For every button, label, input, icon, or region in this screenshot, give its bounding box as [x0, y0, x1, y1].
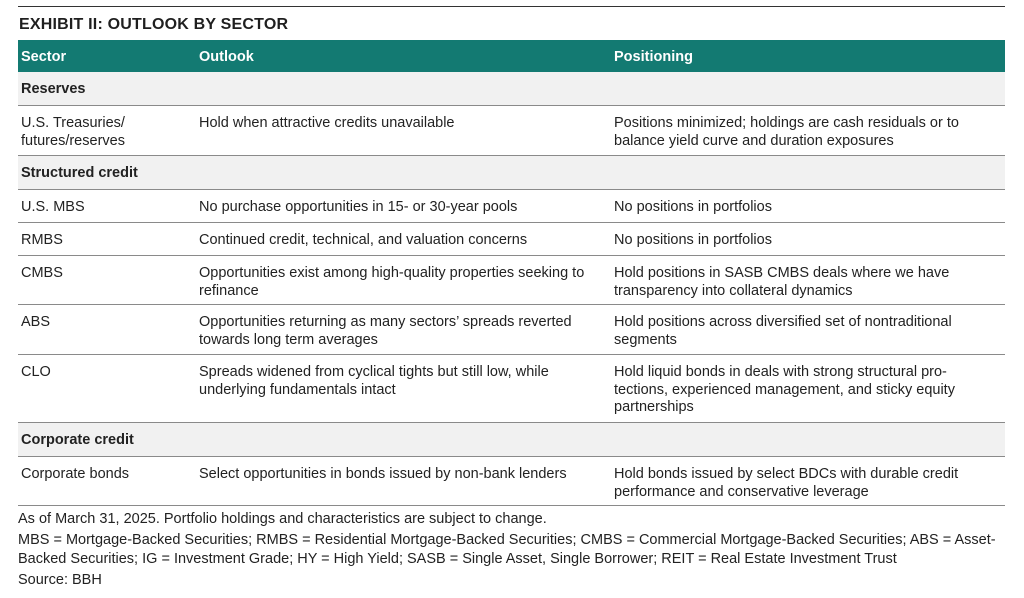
- header-outlook: Outlook: [199, 49, 254, 65]
- group-row-structured-credit: [18, 156, 1005, 190]
- sector-cell: CLO: [21, 364, 51, 380]
- group-label: Structured credit: [21, 165, 138, 181]
- positioning-cell: Hold positions in SASB CMBS deals where we have transparency into collateral dynamics: [614, 265, 950, 299]
- sector-cell: U.S. MBS: [21, 199, 85, 215]
- sector-cell: CMBS: [21, 265, 63, 281]
- sector-outlook-table: [18, 40, 1005, 506]
- table-row-clo: [18, 355, 1005, 423]
- outlook-cell: Opportunities returning as many sectors’ spreads reverted towards long term averages: [199, 314, 572, 348]
- exhibit-title: EXHIBIT II: OUTLOOK BY SECTOR: [19, 16, 289, 33]
- table-row-abs: [18, 305, 1005, 355]
- top-rule: [18, 6, 1005, 7]
- footnotes: [18, 510, 1008, 590]
- positioning-cell: No positions in portfolios: [614, 199, 772, 215]
- group-label: Corporate credit: [21, 432, 134, 448]
- outlook-cell: Select opportunities in bonds issued by non-bank lenders: [199, 466, 567, 482]
- positioning-cell: No positions in portfolios: [614, 232, 772, 248]
- outlook-cell: Continued credit, technical, and valuation concerns: [199, 232, 528, 248]
- outlook-cell: Opportunities exist among high-quality properties seeking to refinance: [199, 265, 585, 299]
- header-positioning: Positioning: [614, 49, 693, 65]
- table-row-mbs: [18, 190, 1005, 223]
- outlook-cell: No purchase opportunities in 15- or 30-year pools: [199, 199, 518, 215]
- group-row-reserves: [18, 72, 1005, 106]
- table-row-treasuries: [18, 106, 1005, 156]
- positioning-cell: Hold positions across diversified set of nontraditional segments: [614, 314, 952, 348]
- header-sector: Sector: [21, 49, 67, 65]
- sector-cell: RMBS: [21, 232, 63, 248]
- as-of-note: As of March 31, 2025. Portfolio holdings and characteristics are subject to change.: [18, 511, 547, 527]
- positioning-cell: Hold bonds issued by select BDCs with durable credit performance and conservative leverage: [614, 466, 959, 500]
- outlook-cell: Hold when attractive credits unavailable: [199, 115, 455, 131]
- table-row-cmbs: [18, 256, 1005, 305]
- outlook-cell: Spreads widened from cyclical tights but still low, while underlying fundamentals intact: [199, 364, 549, 398]
- source-note: Source: BBH: [18, 572, 102, 588]
- table-header: [18, 40, 1005, 72]
- sector-cell: ABS: [21, 314, 51, 330]
- group-row-corporate-credit: [18, 423, 1005, 457]
- table-row-corporate-bonds: [18, 457, 1005, 506]
- table-row-rmbs: [18, 223, 1005, 256]
- sector-cell: Corporate bonds: [21, 466, 130, 482]
- group-label: Reserves: [21, 81, 86, 97]
- positioning-cell: Hold liquid bonds in deals with strong structural pro-tections, experienced management, and sticky equity partnerships: [614, 364, 955, 415]
- sector-cell: U.S. Treasuries/ futures/reserves: [21, 115, 125, 149]
- glossary-note: MBS = Mortgage-Backed Securities; RMBS = Residential Mortgage-Backed Securities; CMBS = Commercial Mortgage-Backed Securities; ABS = Asset-Backed Securities; IG = Investment Grade; HY = High Yield; SASB = Single Asset, Single Borrower; REIT = Real Estate Investment Trust: [18, 532, 996, 567]
- positioning-cell: Positions minimized; holdings are cash residuals or to balance yield curve and duration exposures: [614, 115, 959, 149]
